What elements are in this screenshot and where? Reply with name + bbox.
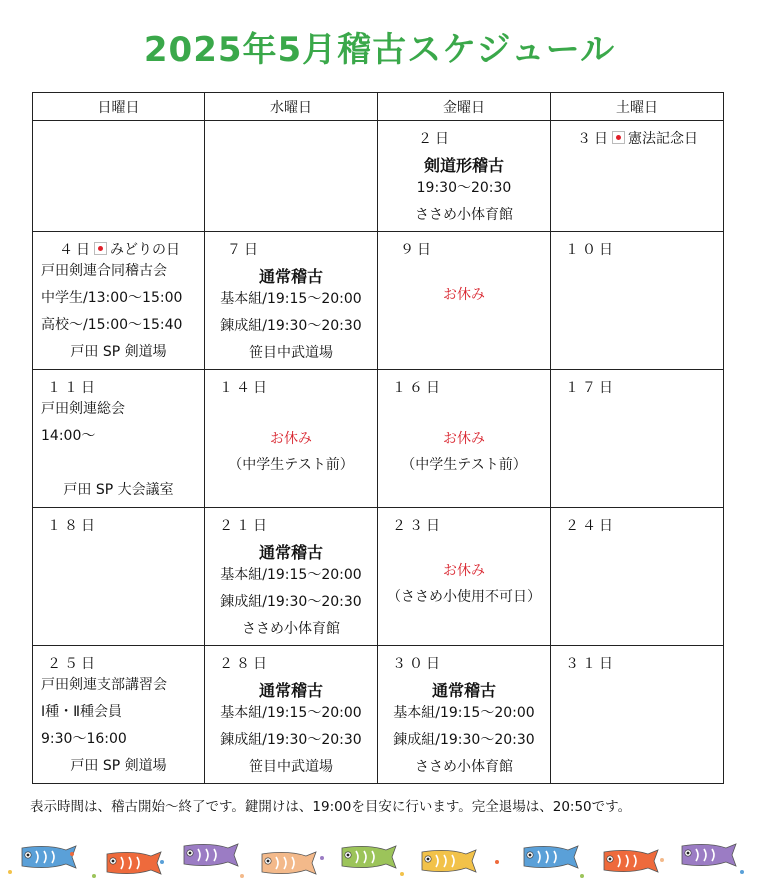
header-wednesday: 水曜日 <box>205 93 378 121</box>
event-title: 剣道形稽古 <box>423 156 504 175</box>
koinobori-icon <box>103 848 165 878</box>
day-cell <box>205 646 378 784</box>
event-time: 錬成組/19:30～20:30 <box>220 318 362 334</box>
day-number: ２５日 <box>47 656 98 672</box>
day-cell <box>551 646 724 784</box>
day-number: ７日 <box>227 242 261 258</box>
day-number: ２８日 <box>219 656 270 672</box>
day-cell <box>205 121 378 232</box>
day-cell <box>205 232 378 370</box>
day-number: ３日 憲法記念日 <box>577 131 698 147</box>
koinobori-icon <box>418 846 480 876</box>
footer-note: 表示時間は、稽古開始～終了です。鍵開けは、19:00を目安に行います。完全退場は、20:50です。 <box>30 799 632 815</box>
day-number: ９日 <box>400 242 434 258</box>
rest-label: お休み <box>443 287 485 303</box>
day-cell <box>551 121 724 232</box>
event-time: 錬成組/19:30～20:30 <box>393 732 535 748</box>
event-time: 基本組/19:15～20:00 <box>220 705 362 721</box>
event-time: 錬成組/19:30～20:30 <box>220 594 362 610</box>
header-saturday: 土曜日 <box>551 93 724 121</box>
confetti-dot <box>320 856 324 860</box>
day-number: ４日 みどりの日 <box>59 242 180 258</box>
week-row <box>33 232 724 370</box>
week-row <box>33 508 724 646</box>
event-time: 基本組/19:15～20:00 <box>393 705 535 721</box>
day-cell <box>551 232 724 370</box>
rest-note: （中学生テスト前） <box>228 457 354 473</box>
event-line: 14:00～ <box>41 428 96 444</box>
event-place: ささめ小体育館 <box>415 207 513 223</box>
event-place: 笹目中武道場 <box>249 345 333 361</box>
koinobori-icon <box>18 842 80 872</box>
event-line: 高校～/15:00～15:40 <box>41 317 183 333</box>
event-title: 通常稽古 <box>258 543 323 562</box>
day-number: １０日 <box>565 242 616 258</box>
event-time: 19:30～20:30 <box>416 180 512 196</box>
week-row <box>33 370 724 508</box>
koinobori-decoration <box>0 830 759 885</box>
confetti-dot <box>160 860 164 864</box>
week-row <box>33 121 724 232</box>
koinobori-icon <box>678 840 740 870</box>
event-place: ささめ小体育館 <box>242 621 340 637</box>
day-cell <box>378 121 551 232</box>
koinobori-icon <box>258 848 320 878</box>
day-number: ２４日 <box>565 518 616 534</box>
confetti-dot <box>580 874 584 878</box>
week-row <box>33 646 724 784</box>
event-line: 戸田剣連総会 <box>41 401 125 417</box>
page-title: 2025年5月稽古スケジュール <box>143 30 616 70</box>
day-number: １８日 <box>47 518 98 534</box>
event-line: 9:30～16:00 <box>41 731 127 747</box>
day-number: ２３日 <box>392 518 443 534</box>
rest-note: （中学生テスト前） <box>401 457 527 473</box>
day-cell <box>33 232 205 370</box>
koinobori-icon <box>180 840 242 870</box>
japan-flag-icon <box>612 131 625 144</box>
koinobori-icon <box>338 842 400 872</box>
header-row <box>33 93 724 121</box>
event-title: 通常稽古 <box>258 681 323 700</box>
event-time: 基本組/19:15～20:00 <box>220 291 362 307</box>
confetti-dot <box>8 870 12 874</box>
event-place: 戸田 SP 大会議室 <box>63 482 174 498</box>
header-sunday: 日曜日 <box>33 93 205 121</box>
day-number: ３１日 <box>565 656 616 672</box>
day-cell <box>378 232 551 370</box>
event-title: 通常稽古 <box>258 267 323 286</box>
rest-label: お休み <box>443 563 485 579</box>
day-number: ２日 <box>418 131 452 147</box>
holiday-label: みどりの日 <box>110 242 180 258</box>
day-cell <box>33 508 205 646</box>
event-place: 戸田 SP 剣道場 <box>70 344 167 360</box>
day-cell <box>551 370 724 508</box>
event-place: 笹目中武道場 <box>249 759 333 775</box>
day-cell <box>378 370 551 508</box>
day-number: １７日 <box>565 380 616 396</box>
rest-label: お休み <box>443 431 485 447</box>
day-number: １４日 <box>219 380 270 396</box>
day-cell <box>205 370 378 508</box>
day-number: ３０日 <box>392 656 443 672</box>
holiday-label: 憲法記念日 <box>628 131 698 147</box>
confetti-dot <box>240 874 244 878</box>
day-cell <box>378 646 551 784</box>
event-line: 戸田剣連合同稽古会 <box>41 263 167 279</box>
event-place: 戸田 SP 剣道場 <box>70 758 167 774</box>
header-friday: 金曜日 <box>378 93 551 121</box>
koinobori-icon <box>520 842 582 872</box>
event-line: 中学生/13:00～15:00 <box>41 290 183 306</box>
confetti-dot <box>92 874 96 878</box>
japan-flag-icon <box>94 242 107 255</box>
day-number: １１日 <box>47 380 98 396</box>
day-number: １６日 <box>392 380 443 396</box>
confetti-dot <box>70 852 74 856</box>
rest-note: （ささめ小使用不可日） <box>387 589 541 605</box>
event-line: 戸田剣連支部講習会 <box>41 677 167 693</box>
day-cell <box>378 508 551 646</box>
event-title: 通常稽古 <box>431 681 496 700</box>
schedule-table <box>32 92 724 784</box>
event-time: 基本組/19:15～20:00 <box>220 567 362 583</box>
rest-label: お休み <box>270 431 312 447</box>
confetti-dot <box>400 872 404 876</box>
confetti-dot <box>740 870 744 874</box>
day-cell <box>205 508 378 646</box>
confetti-dot <box>495 860 499 864</box>
day-cell <box>33 370 205 508</box>
koinobori-icon <box>600 846 662 876</box>
event-time: 錬成組/19:30～20:30 <box>220 732 362 748</box>
event-place: ささめ小体育館 <box>415 759 513 775</box>
confetti-dot <box>660 858 664 862</box>
day-cell <box>33 121 205 232</box>
event-line: Ⅰ種・Ⅱ種会員 <box>41 704 123 720</box>
day-number: ２１日 <box>219 518 270 534</box>
day-cell <box>33 646 205 784</box>
day-cell <box>551 508 724 646</box>
